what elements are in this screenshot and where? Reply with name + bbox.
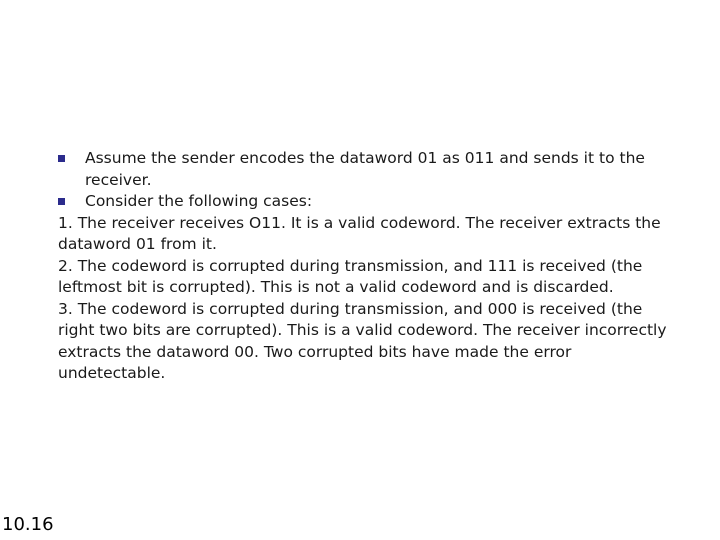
bullet-item-assumption — [58, 148, 668, 191]
slide-body — [58, 148, 668, 385]
slide-number: 10.16 — [2, 514, 54, 535]
bullet-item-cases-intro — [58, 191, 668, 213]
bullet-text: Consider the following cases: — [85, 192, 313, 210]
case-item-1: 1. The receiver receives O11. It is a valid codeword. The receiver extracts the dataword 01 from it. — [58, 213, 661, 253]
square-bullet-icon — [58, 198, 65, 205]
case-item-2: 2. The codeword is corrupted during transmission, and 111 is received (the leftmost bit is corrupted). This is not a valid codeword and is discarded. — [58, 256, 643, 296]
square-bullet-icon — [58, 155, 65, 162]
bullet-text: Assume the sender encodes the dataword 01 as 011 and sends it to the receiver. — [85, 149, 645, 189]
case-item-3: 3. The codeword is corrupted during transmission, and 000 is received (the right two bits are corrupted). This is a valid codeword. The receiver incorrectly extracts the dataword 00. Two corrupted bits have made the error undetectable. — [58, 299, 667, 382]
